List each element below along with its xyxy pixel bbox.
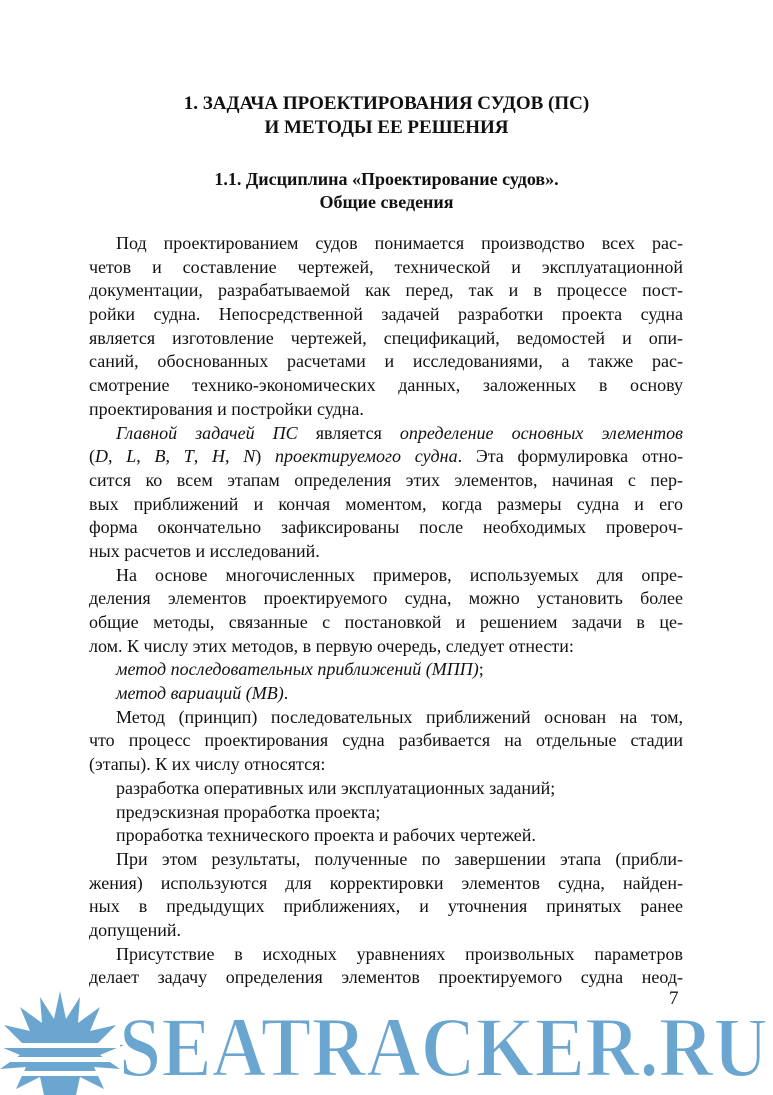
variable: B <box>154 446 166 467</box>
text-line: Метод (принцип) последовательных приближений основан на том, <box>116 706 683 727</box>
list-item <box>89 682 683 706</box>
italic-term: Главной задачей ПС <box>116 422 298 443</box>
text-line: смотрение технико-экономических данных, заложенных в основу <box>89 375 683 396</box>
chapter-heading-line-1: 1. ЗАДАЧА ПРОЕКТИРОВАНИЯ СУДОВ (ПС) <box>183 93 590 114</box>
text-line: общие методы, связанные с постановкой и решением задачи в це- <box>89 612 683 632</box>
text-line: (этапы). К их числу относятся: <box>89 754 326 775</box>
text-line: ных в предыдущих приближениях, и уточнения принятых ранее <box>89 896 683 917</box>
variable: T <box>183 446 194 467</box>
chapter-heading <box>0 92 773 140</box>
list-item: разработка оперативных или эксплуатационных заданий; <box>116 777 556 798</box>
separator: , <box>165 446 184 467</box>
section-heading <box>0 168 773 214</box>
variable: D <box>95 446 108 467</box>
sun-icon <box>0 991 124 1095</box>
italic-term: проектируемого судна <box>275 446 458 467</box>
text-line <box>89 445 683 469</box>
text-line: жения) используются для корректировки элементов судна, найден- <box>89 872 683 893</box>
watermark-logo <box>0 985 773 1095</box>
body-text <box>89 232 683 990</box>
separator: , <box>225 446 244 467</box>
text-line: сится ко всем этапам определения этих элементов, начиная с пер- <box>89 469 683 490</box>
text-fragment: . <box>283 683 289 704</box>
list-item: предэскизная проработка проекта; <box>116 801 381 822</box>
text-line: Под проектированием судов понимается производство всех рас- <box>116 233 683 253</box>
watermark-text: SEATRACKER.RU <box>119 999 768 1095</box>
text-line: ных расчетов и исследований. <box>89 540 320 561</box>
list-item: проработка технического проекта и рабочих чертежей. <box>116 825 536 846</box>
separator: , <box>108 446 127 467</box>
text-fragment: ( <box>89 446 95 467</box>
text-line <box>89 422 683 446</box>
text-line: деления элементов проектируемого судна, можно установить более <box>89 588 683 609</box>
separator: , <box>136 446 155 467</box>
variable: L <box>126 446 137 467</box>
section-heading-line-1: 1.1. Дисциплина «Проектирование судов». <box>214 169 559 189</box>
text-line: четов и составление чертежей, технической и эксплуатационной <box>89 256 683 277</box>
section-heading-line-2: Общие сведения <box>319 192 454 212</box>
variable: N <box>243 446 256 467</box>
italic-term: определение основных элементов <box>399 422 683 443</box>
text-line: форма окончательно зафиксированы после необходимых проверoч- <box>89 517 683 538</box>
text-line: На основе многочисленных примеров, используемых для опре- <box>116 564 683 585</box>
list-item <box>89 658 683 682</box>
text-line: лом. К числу этих методов, в первую очередь, следует отнести: <box>89 635 574 656</box>
chapter-heading-line-2: И МЕТОДЫ ЕЕ РЕШЕНИЯ <box>264 117 509 138</box>
text-line: При этом результаты, полученные по завершении этапа (прибли- <box>116 848 683 869</box>
text-line: проектирования и постройки судна. <box>89 398 364 419</box>
text-line: вых приближений и кончая моментом, когда размеры судна и его <box>89 493 683 514</box>
text-line: Присутствие в исходных уравнениях произвольных параметров <box>116 943 683 964</box>
page-number: 7 <box>669 988 679 1009</box>
variable: H <box>212 446 226 467</box>
text-line: делает задачу определения элементов проектируемого судна неод- <box>89 967 683 988</box>
method-name: метод последовательных приближений (МПП) <box>116 659 479 680</box>
text-line: ройки судна. Непосредственной задачей разработки проекта судна <box>89 304 683 325</box>
text-fragment: является <box>297 422 400 443</box>
method-name: метод вариаций (МВ) <box>116 683 284 704</box>
text-fragment: . Эта формулировка отно- <box>457 446 684 467</box>
text-fragment: ; <box>478 659 484 680</box>
text-line: допущений. <box>89 919 182 940</box>
text-fragment: ) <box>255 446 276 467</box>
separator: , <box>193 446 213 467</box>
text-line: является изготовление чертежей, спецификаций, ведомостей и опи- <box>89 327 683 348</box>
text-line: саний, обоснованных расчетами и исследованиями, а также рас- <box>89 351 683 372</box>
text-line: что процесс проектирования судна разбивается на отдельные стадии <box>89 730 683 751</box>
text-line: документации, разрабатываемой как перед, так и в процессе пост- <box>89 280 683 301</box>
